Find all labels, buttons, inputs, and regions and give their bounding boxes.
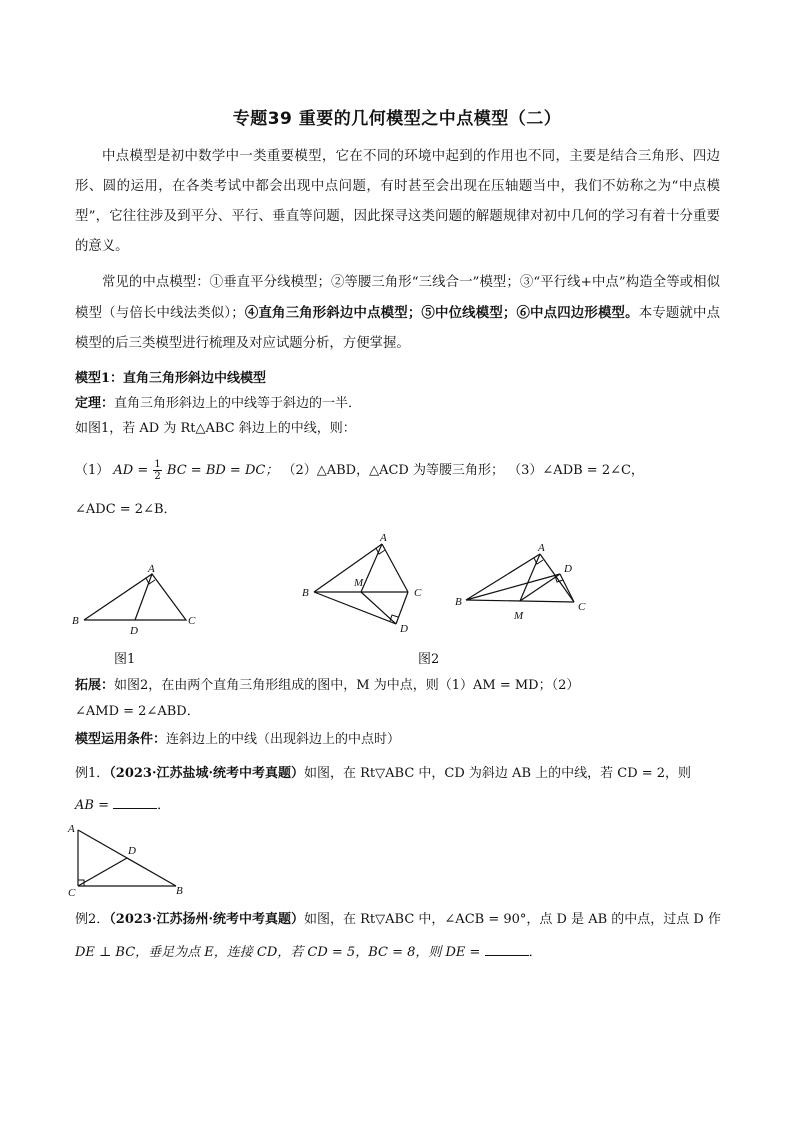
fig2-label-a: A xyxy=(380,532,387,544)
example1-answer-suffix: ． xyxy=(157,798,171,813)
figure-3 xyxy=(452,538,602,628)
extension-line xyxy=(75,676,720,696)
fig4-median-cd xyxy=(78,858,127,886)
example1-answer-line xyxy=(75,796,720,816)
item1-formula-b: BC = BD = DC； xyxy=(166,463,279,478)
example2-answer-blank[interactable] xyxy=(485,943,529,956)
fig2-label-b: B xyxy=(302,587,309,599)
extension-label: 拓展： xyxy=(75,678,115,693)
fig1-label-a: A xyxy=(148,563,155,575)
example1-text: 如图，在 Rt▽ABC 中，CD 为斜边 AB 上的中线，若 CD = 2，则 xyxy=(304,766,692,781)
fig2-side-ac xyxy=(382,544,408,592)
fig1-label-c: C xyxy=(188,615,196,627)
condition-text: 连斜边上的中线（出现斜边上的中点时） xyxy=(166,732,401,747)
example1-answer-prefix: AB = xyxy=(75,798,109,813)
example2-line-2 xyxy=(75,943,720,963)
extension-line-2: ∠AMD = 2∠ABD． xyxy=(75,704,200,719)
fig4-label-d: D xyxy=(128,845,136,857)
fig1-median-ad xyxy=(135,574,152,620)
common-models-suffix: 本专题就中点模型的后三类模型进行梳理及对应试题分析，方便掌握。 xyxy=(75,306,720,351)
fig3-label-m: M xyxy=(514,610,524,622)
fig4-label-b: B xyxy=(176,885,183,897)
fraction-denominator: 2 xyxy=(154,471,161,482)
example1-source: （2023·江苏盐城·统考中考真题） xyxy=(109,766,305,781)
example1-line xyxy=(75,764,720,784)
fig3-label-b: B xyxy=(455,596,462,608)
fig2-label-d: D xyxy=(400,623,408,635)
condition-label: 模型运用条件： xyxy=(75,732,167,747)
condition-line xyxy=(75,730,720,750)
example1-label: 例1． xyxy=(75,766,110,781)
common-models-bold: ④直角三角形斜边中点模型；⑤中位线模型；⑥中点四边形模型。 xyxy=(244,305,639,321)
fig1-label-d: D xyxy=(130,625,138,637)
fig3-side-bd xyxy=(466,574,560,600)
example2-line xyxy=(75,910,720,930)
example2-answer-suffix: ． xyxy=(528,945,542,960)
theorem-text: 直角三角形斜边上的中线等于斜边的一半． xyxy=(114,396,362,411)
fig1-triangle xyxy=(84,574,186,620)
one-half-fraction xyxy=(153,459,161,482)
model1-heading: 模型1：直角三角形斜边中线模型 xyxy=(75,371,267,386)
common-models-prefix: 常见的中点模型：①垂直平分线模型；②等腰三角形“三线合一”模型；③“平行线+中点”构造全等或相似模型（与倍长中线法类似）； xyxy=(75,275,720,321)
fig4-label-a: A xyxy=(68,823,75,835)
fig3-side-dc xyxy=(560,574,574,602)
item3-text: （3）∠ADB = 2∠C， xyxy=(508,463,644,478)
fig3-side-ba xyxy=(466,554,540,600)
example2-text-2: DE ⊥ BC，垂足为点 E，连接 CD，若 CD = 5，BC = 8，则 DE = xyxy=(75,945,481,960)
item1-formula-a: AD = xyxy=(113,463,149,478)
fig2-side-dc xyxy=(396,592,408,624)
fig1-caption: 图1 xyxy=(114,652,136,667)
intro-paragraph: 中点模型是初中数学中一类重要模型，它在不同的环境中起到的作用也不同，主要是结合三角形、四边形、圆的运用，在各类考试中都会出现中点问题，有时甚至会出现在压轴题当中，我们不妨称之为“中点模型”，它往往涉及到平分、平行、垂直等问题，因此探寻这类问题的解题规律对初中几何的学习有着十分重要的意义。 xyxy=(75,149,720,254)
item2-text: （2）△ABD，△ACD 为等腰三角形； xyxy=(282,463,504,478)
fig2-side-bd xyxy=(314,592,396,624)
example2-text: 如图，在 Rt▽ABC 中，∠ACB = 90°，点 D 是 AB 的中点，过点 D 作 xyxy=(304,912,721,927)
fig3-label-c: C xyxy=(578,601,586,613)
fig3-label-d: D xyxy=(564,563,572,575)
fig2-label-m: M xyxy=(354,577,364,589)
common-models-paragraph xyxy=(75,268,720,359)
figure-1 xyxy=(68,560,208,640)
properties-line xyxy=(75,458,720,484)
figure-4 xyxy=(66,818,196,898)
fig1-label-b: B xyxy=(72,615,79,627)
theorem-label: 定理： xyxy=(75,396,115,411)
item1-prefix: （1） xyxy=(75,463,110,478)
extension-text: 如图2，在由两个直角三角形组成的图中，M 为中点，则（1）AM = MD；（2） xyxy=(114,678,580,693)
example2-label: 例2． xyxy=(75,912,110,927)
figure-2 xyxy=(300,528,440,638)
fig2-label-c: C xyxy=(414,587,422,599)
theorem-line xyxy=(75,394,720,414)
item4-line: ∠ADC = 2∠B． xyxy=(75,502,177,517)
example2-source: （2023·江苏扬州·统考中考真题） xyxy=(109,912,305,927)
page-title: 专题39 重要的几何模型之中点模型（二） xyxy=(232,109,562,129)
fig1-intro-line: 如图1，若 AD 为 Rt△ABC 斜边上的中线，则： xyxy=(75,421,356,436)
fraction-numerator: 1 xyxy=(154,459,161,470)
fig4-label-c: C xyxy=(68,887,76,898)
fig3-label-a: A xyxy=(538,542,545,554)
fig2-caption: 图2 xyxy=(418,652,440,667)
example1-answer-blank[interactable] xyxy=(113,796,157,809)
